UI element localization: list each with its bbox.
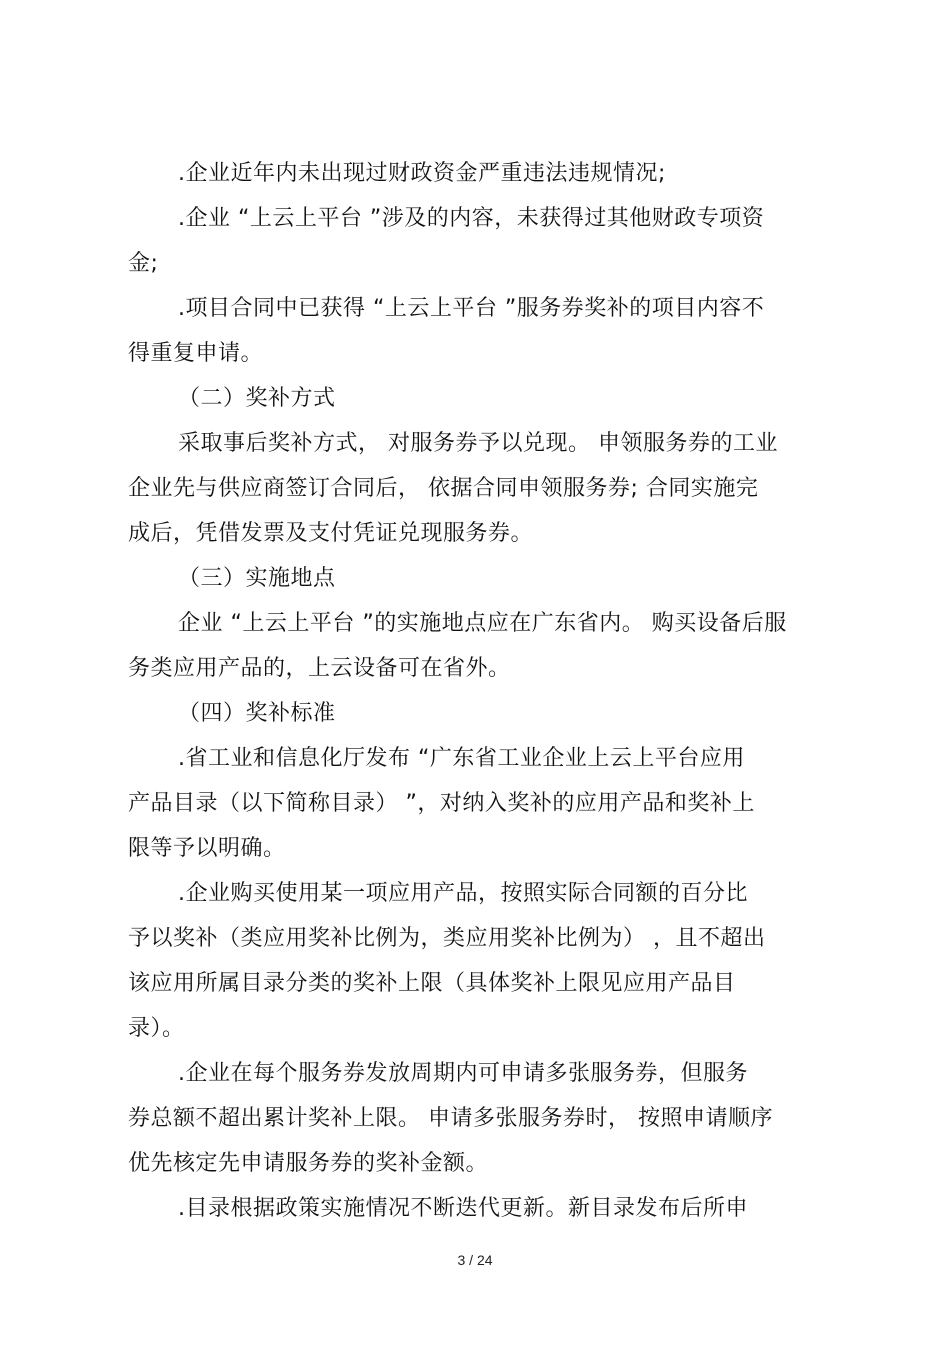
text-line-18: 予以奖补（类应用奖补比例为，类应用奖补比例为） ，且不超出 xyxy=(128,926,766,951)
text-line-7: 采取事后奖补方式， 对服务券予以兑现。 申领服务券的工业 xyxy=(178,431,778,456)
text-line-1: .企业近年内未出现过财政资金严重违法违规情况; xyxy=(178,161,666,186)
text-line-14: .省工业和信息化厅发布 “广东省工业企业上云上平台应用 xyxy=(178,746,745,771)
text-line-20: 录）。 xyxy=(128,1016,185,1041)
text-line-11: 企业 “上云上平台 ”的实施地点应在广东省内。 购买设备后服 xyxy=(178,611,787,636)
text-line-4: .项目合同中已获得 “上云上平台 ”服务券奖补的项目内容不 xyxy=(178,296,765,321)
text-line-9: 成后，凭借发票及支付凭证兑现服务券。 xyxy=(128,521,534,546)
text-line-12: 务类应用产品的，上云设备可在省外。 xyxy=(128,656,511,681)
text-line-24: .目录根据政策实施情况不断迭代更新。新目录发布后所申 xyxy=(178,1196,748,1221)
text-line-8: 企业先与供应商签订合同后， 依据合同申领服务券; 合同实施完 xyxy=(128,476,759,501)
section-heading-4: （四）奖补标准 xyxy=(178,701,336,726)
text-line-15: 产品目录（以下简称目录） ”，对纳入奖补的应用产品和奖补上 xyxy=(128,791,755,816)
text-line-21: .企业在每个服务券发放周期内可申请多张服务券，但服务 xyxy=(178,1061,748,1086)
text-line-16: 限等予以明确。 xyxy=(128,836,286,861)
page-number: 3 / 24 xyxy=(457,1252,493,1268)
text-line-23: 优先核定先申请服务券的奖补金额。 xyxy=(128,1151,489,1176)
text-line-17: .企业购买使用某一项应用产品，按照实际合同额的百分比 xyxy=(178,881,748,906)
text-line-3: 金; xyxy=(128,251,159,276)
text-line-2: .企业 “上云上平台 ”涉及的内容，未获得过其他财政专项资 xyxy=(178,206,765,231)
text-line-19: 该应用所属目录分类的奖补上限（具体奖补上限见应用产品目 xyxy=(128,971,736,996)
text-line-22: 券总额不超出累计奖补上限。 申请多张服务券时， 按照申请顺序 xyxy=(128,1106,773,1131)
section-heading-3: （三）实施地点 xyxy=(178,566,336,591)
text-line-5: 得重复申请。 xyxy=(128,341,264,366)
section-heading-2: （二）奖补方式 xyxy=(178,386,336,411)
